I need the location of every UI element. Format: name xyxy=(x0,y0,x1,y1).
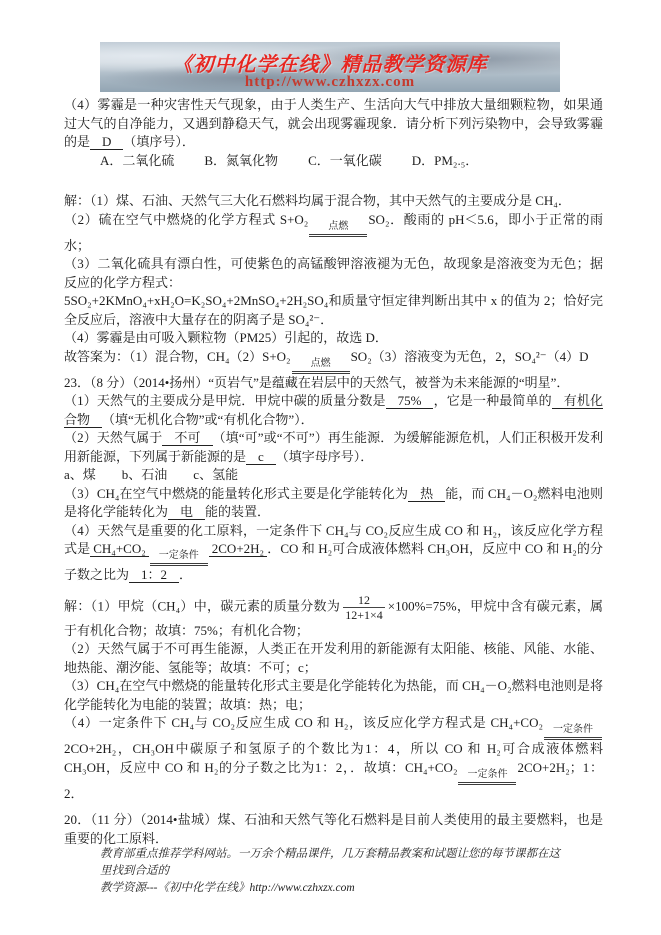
suboption-a: a、煤 xyxy=(64,467,96,482)
condition-label: 一定条件 xyxy=(544,724,602,740)
solution23-part2 xyxy=(64,640,603,677)
text-segment: 能的装置． xyxy=(205,504,271,519)
equation-blank: CH₄+CO₂ xyxy=(90,541,149,557)
chemical-equation: 5SO₂+2KMnO₄+xH₂O=K₂SO₄+2MnSO₄+2H₂SO₄ xyxy=(64,293,329,308)
text-segment: （4）雾霾是由可吸入颗粒物（PM25）引起的，故选 D． xyxy=(64,330,388,345)
answer-blank: 有机化合物 xyxy=(64,393,603,427)
text-segment: （3）二氧化硫具有漂白性，可使紫色的高锰酸钾溶液褪为无色，故现象是溶液变为无色；据反应的化学方程式： xyxy=(64,256,603,290)
text-segment: （填字母序号）． xyxy=(275,448,374,464)
solution22-part2 xyxy=(64,211,603,256)
text-segment: （4）雾霾是一种灾害性天气现象，由于人类生产、生活向大气中排放大量细颗粒物，如果通过大气的自净能力，又遇到静稳天气，就会出现雾霾现象．请分析下列污染物中，会导致雾霾的是 xyxy=(64,97,603,149)
solution22-equation xyxy=(64,292,603,329)
text-segment: ，它是一种最简单的 xyxy=(433,393,552,408)
condition-label: 一定条件 xyxy=(150,550,208,566)
question23-part4 xyxy=(64,522,603,585)
solution22-part1 xyxy=(64,192,603,211)
question23-part2 xyxy=(64,429,603,466)
option-a: A．二氧化硫 xyxy=(100,152,175,168)
text-segment: 和质量守恒定律判断出其中 x 的值为 2；恰好完全反应后，溶液中大量存在的阴离子是 SO₄²⁻． xyxy=(64,293,603,327)
reaction-condition xyxy=(292,358,350,374)
condition-label: 点燃 xyxy=(292,358,350,374)
text-segment: 23．（8 分）（2014•扬州）“页岩气”是蕴藏在岩层中的天然气，被誉为未来能源的“明星”． xyxy=(64,374,570,390)
solution23-part1 xyxy=(64,593,603,641)
footer-line2: 教学资源---《初中化学在线》http://www.czhxzx.com xyxy=(100,882,355,894)
text-segment: 解：（1）甲烷（CH₄）中，碳元素的质量分数为 xyxy=(64,597,341,613)
condition-label: 一定条件 xyxy=(458,769,516,785)
document-content xyxy=(64,96,603,848)
text-segment: 故答案为：（1）混合物，CH₄（2）S+O₂ xyxy=(64,348,291,364)
banner-url-link[interactable]: http://www.czhxzx.com xyxy=(244,74,416,90)
text-segment: （2）硫在空气中燃烧的化学方程式 S+O₂ xyxy=(64,211,309,227)
question4-options xyxy=(64,152,603,171)
answer-blank: 不可 xyxy=(162,430,212,446)
banner-title: 《初中化学在线》精品教学资源库 xyxy=(172,54,488,76)
solution22-part3 xyxy=(64,255,603,292)
text-segment: ．CO 和 H₂可合成液体燃料 CH₃OH，反应中 CO 和 H₂的分子数之比为 xyxy=(64,541,603,582)
page-footer xyxy=(100,846,560,897)
question4-paragraph xyxy=(64,96,603,152)
text-segment: SO₂．酸雨的 pH＜5.6，即小于正常的雨水； xyxy=(64,211,603,253)
solution23-part3 xyxy=(64,677,603,714)
question20-heading xyxy=(64,811,603,848)
text-segment: （填序号）． xyxy=(123,134,195,149)
reaction-condition xyxy=(458,769,516,785)
question23-heading xyxy=(64,374,603,393)
text-segment: 解：（1）煤、石油、天然气三大化石燃料均属于混合物，其中天然气的主要成分是 CH₄． xyxy=(64,193,571,208)
answer-blank: D xyxy=(90,134,123,150)
reaction-condition xyxy=(150,550,208,566)
reaction-condition xyxy=(309,221,367,237)
fraction-numerator: 12 xyxy=(343,593,385,608)
text-segment: 2CO+2H₂，CH₃OH中碳原子和氢原子的个数比为1：4，所以 CO 和 H₂可合成液体燃料 CH₃OH，反应中 CO 和 H₂的分子数之比为1：2，．故填：CH₄+CO₂ xyxy=(64,741,603,775)
text-segment: ． xyxy=(179,567,193,582)
condition-label: 点燃 xyxy=(309,221,367,237)
text-segment: （填“可”或“不可”）再生能源．为缓解能源危机，人们正积极开发利用新能源，下列属于新能源的是 xyxy=(64,430,603,464)
solution23-part4 xyxy=(64,714,603,803)
text-segment: （1）天然气的主要成分是甲烷．甲烷中碳的质量分数是 xyxy=(64,393,386,408)
text-segment: 20．（11 分）（2014•盐城）煤、石油和天然气等化石燃料是目前人类使用的最主要燃料，也是重要的化工原料． xyxy=(64,812,603,846)
text-segment: SO₂（3）溶液变为无色，2，SO₄²⁻（4）D xyxy=(350,348,589,364)
text-segment: （3）CH₄在空气中燃烧的能量转化形式主要是化学能转化为 xyxy=(64,485,409,501)
fraction-denominator: 12+1×4 xyxy=(345,607,383,622)
answer-blank: 1：2 xyxy=(129,567,179,583)
text-segment: （4）一定条件下 CH₄与 CO₂反应生成 CO 和 H₂，该反应化学方程式是 CH₄+CO₂ xyxy=(64,715,543,730)
answer-blank: 电 xyxy=(168,504,205,520)
solution22-part4 xyxy=(64,329,603,348)
text-segment: ×100%=75%，甲烷中含有碳元素，属于有机化合物；故填：75%；有机化合物； xyxy=(64,597,604,638)
option-c: C．一氧化碳 xyxy=(308,152,382,168)
option-d: D．PM₂.₅． xyxy=(411,152,479,168)
suboption-b: b、石油 xyxy=(121,467,168,482)
text-segment: （4）天然气是重要的化工原料，一定条件下 CH₄与 CO₂反应生成 CO 和 H₂，该反应化学方程式是 xyxy=(64,522,603,556)
site-banner xyxy=(100,42,560,92)
question23-part3 xyxy=(64,485,603,522)
answer-blank: 75% xyxy=(386,393,434,409)
text-segment: （2）天然气属于不可再生能源，人类正在开发利用的新能源有太阳能、核能、风能、水能、地热能、潮汐能、氢能等；故填：不可；c； xyxy=(64,641,603,675)
footer-line1: 教育部重点推荐学科网站。一万余个精品课件，几万套精品教案和试题让您的每节课都在这里找到合适的 xyxy=(100,848,560,877)
answer-blank: 热 xyxy=(408,486,445,502)
question23-part1 xyxy=(64,392,603,429)
text-segment: （2）天然气属于 xyxy=(64,430,163,445)
equation-blank: 2CO+2H₂ xyxy=(209,541,267,557)
text-segment: （填“无机化合物”或“有机化合物”）． xyxy=(102,411,314,427)
solution22-final-answer xyxy=(64,348,603,374)
text-segment: 2CO+2H₂；1：2． xyxy=(64,759,603,801)
answer-blank: c xyxy=(246,449,276,465)
question23-suboptions xyxy=(64,466,603,485)
text-segment: 能，而 CH₄－O₂燃料电池则是将化学能转化为 xyxy=(64,485,603,519)
fraction xyxy=(343,593,385,622)
reaction-condition xyxy=(544,724,602,740)
text-segment: （3）CH₄在空气中燃烧的能量转化形式主要是化学能转化为热能，而 CH₄－O₂燃料电池则是将化学能转化为电能的装置；故填：热；电； xyxy=(64,678,603,712)
suboption-c: c、氢能 xyxy=(193,467,239,482)
option-b: B．氮氧化物 xyxy=(204,152,279,168)
